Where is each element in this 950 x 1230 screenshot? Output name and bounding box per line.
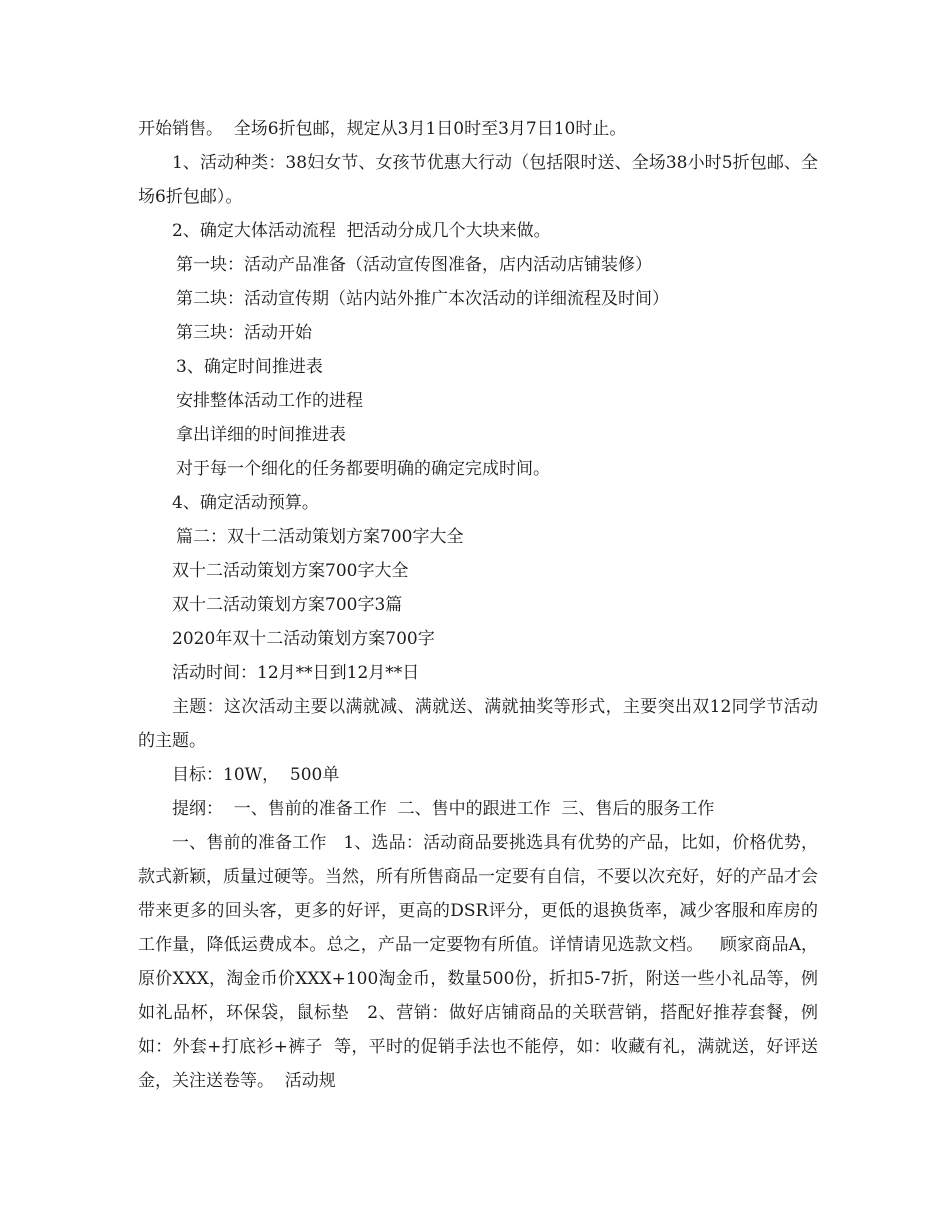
paragraph-detailed-timeline: 拿出详细的时间推进表 [176, 425, 346, 445]
paragraph-theme: 主题：这次活动主要以满就减、满就送、满就抽奖等形式，主要突出双12同学节活动的主题。 [138, 697, 818, 751]
section-title: 篇二：双十二活动策划方案700字大全 [176, 527, 464, 547]
paragraph-subtitle-1: 双十二活动策划方案700字大全 [172, 561, 409, 581]
paragraph-subtitle-3: 2020年双十二活动策划方案700字 [172, 629, 435, 649]
paragraph-budget: 4、确定活动预算。 [172, 493, 319, 513]
paragraph-subtitle-2: 双十二活动策划方案700字3篇 [172, 595, 403, 615]
paragraph-activity-flow: 2、确定大体活动流程 把活动分成几个大块来做。 [172, 221, 551, 241]
paragraph-block-one: 第一块：活动产品准备（活动宣传图准备，店内活动店铺装修） [176, 255, 652, 275]
paragraph-presale: 一、售前的准备工作 1、选品：活动商品要挑选具有优势的产品，比如，价格优势，款式新颖，质量过硬等。当然，所有所售商品一定要有自信，不要以次充好，好的产品才会带来更多的回头客，更多的好评，更高的DSR评分，更低的退换货率，减少客服和库房的工作量，降低运费成本。总之，产品一定要物有所值。详情请见选款文档。 顾家商品A，原价XXX，淘金币价XXX+100淘金币，数量500份，折扣5-7折，附送一些小礼品等，例如礼品杯，环保袋，鼠标垫 2、营销：做好店铺商品的关联营销，搭配好推荐套餐，例如：外套+打底衫+裤子 等，平时的促销手法也不能停，如：收藏有礼，满就送，好评送金，关注送卷等。 活动规 [138, 833, 818, 1091]
paragraph-block-two: 第二块：活动宣传期（站内站外推广本次活动的详细流程及时间） [176, 289, 669, 309]
paragraph-outline: 提纲： 一、售前的准备工作 二、售中的跟进工作 三、售后的服务工作 [172, 799, 715, 819]
paragraph-timeline: 3、确定时间推进表 [176, 357, 323, 377]
document-body [138, 112, 818, 1098]
paragraph-arrange-progress: 安排整体活动工作的进程 [176, 391, 363, 411]
paragraph-activity-time: 活动时间：12月**日到12月**日 [172, 663, 420, 683]
paragraph-activity-types: 1、活动种类：38妇女节、女孩节优惠大行动（包括限时送、全场38小时5折包邮、全场6折包邮）。 [138, 153, 818, 207]
paragraph-opening: 开始销售。 全场6折包邮，规定从3月1日0时至3月7日10时止。 [138, 119, 627, 139]
paragraph-goal: 目标：10W， 500单 [172, 765, 340, 785]
paragraph-completion-time: 对于每一个细化的任务都要明确的确定完成时间。 [176, 459, 550, 479]
paragraph-block-three: 第三块：活动开始 [176, 323, 312, 343]
